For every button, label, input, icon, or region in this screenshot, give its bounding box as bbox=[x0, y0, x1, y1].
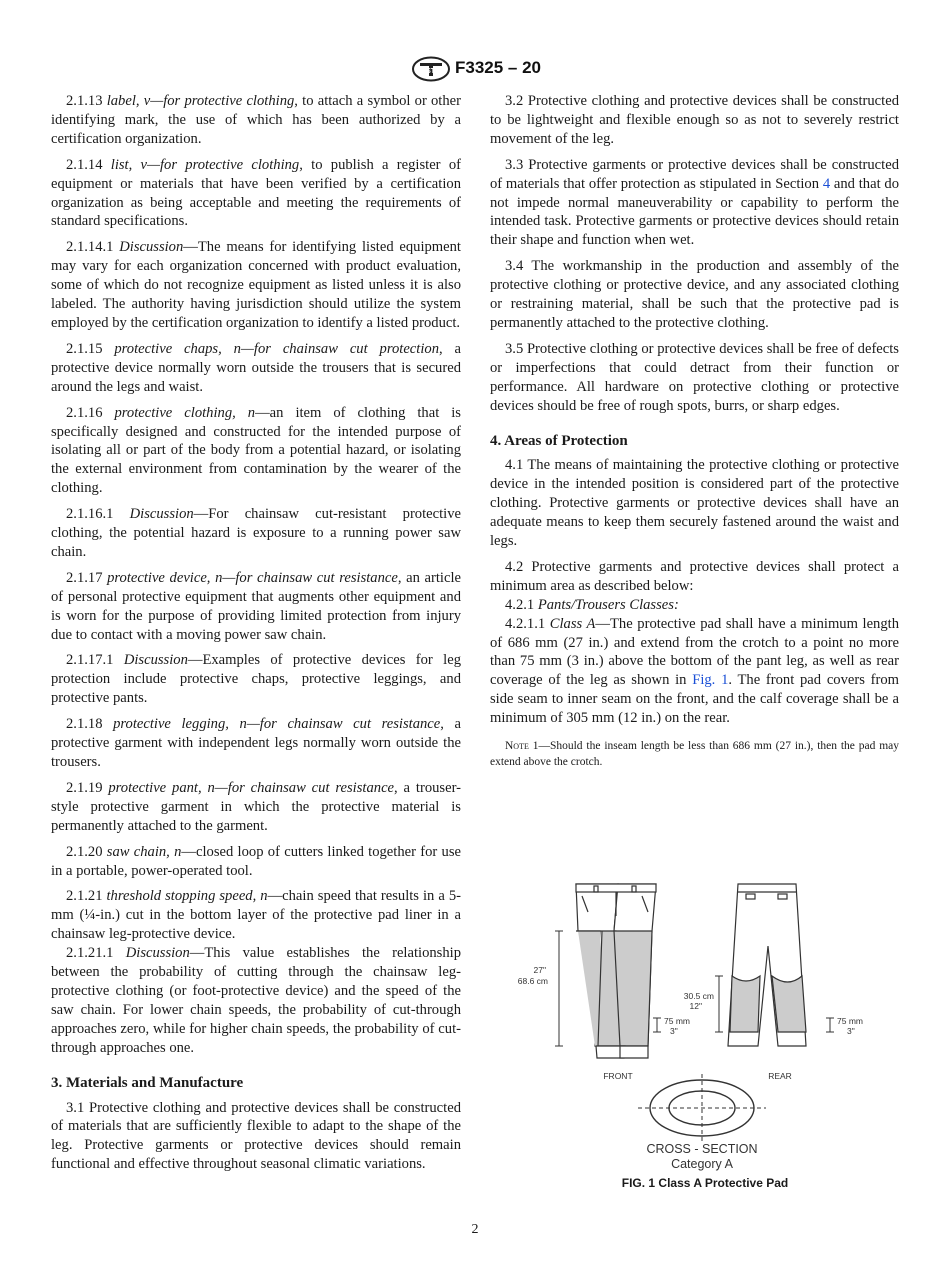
rear-calf-in: 12" bbox=[689, 1001, 702, 1011]
section-3-heading: 3. Materials and Manufacture bbox=[51, 1074, 244, 1091]
rear-pants bbox=[728, 884, 806, 1046]
rear-gap-mm: 75 mm bbox=[837, 1016, 863, 1026]
right-column bbox=[490, 92, 899, 770]
para-4-2-1: 4.2.1 Pants/Trousers Classes: bbox=[505, 596, 679, 613]
para-3-1: 3.1 Protective clothing and protective devices shall be constructed of materials that are sufficiently flexible to adapt to the shape of the leg. Protective garments or protective devices should remain functional and effective throughout seasonal climatic variations. bbox=[51, 1099, 461, 1173]
def-2-1-21: 2.1.21 threshold stopping speed, n—chain speed that results in a 5-mm (¼-in.) cut in the bottom layer of the protective pad liner in a chainsaw leg-protective device. bbox=[51, 888, 461, 943]
page-number: 2 bbox=[471, 1222, 479, 1237]
rear-label: REAR bbox=[768, 1071, 792, 1081]
document-id: F3325 – 20 bbox=[455, 58, 542, 77]
section-4-link[interactable]: 4 bbox=[822, 175, 831, 192]
page-header bbox=[0, 56, 950, 82]
def-2-1-15: 2.1.15 protective chaps, n—for chainsaw cut protection, a protective device normally worn outside the trousers that is secured around the legs and waist. bbox=[51, 340, 462, 395]
astm-logo-icon bbox=[411, 56, 451, 82]
cross-section-diagram bbox=[638, 1074, 766, 1142]
def-2-1-17: 2.1.17 protective device, n—for chainsaw cut resistance, an article of personal protective equipment that augments other equipment and is worn for the purpose of providing limited protection from injury due to contact with a moving power saw chain. bbox=[51, 569, 461, 643]
def-2-1-14: 2.1.14 list, v—for protective clothing, to publish a register of equipment or materials that have been verified by a certification organization as being acceptable and meeting the requirements of standard specifications. bbox=[51, 156, 461, 230]
para-3-4: 3.4 The workmanship in the production and assembly of the protective clothing or protective device, and any associated clothing or restraining material, shall be such that the protective pad is permanently attached to the protective clothing. bbox=[490, 258, 899, 331]
def-2-1-14-1: 2.1.14.1 Discussion—The means for identifying listed equipment may vary for each organization concerned with product evaluation, some of which do not recognize equipment as listed unless it is also labeled. The authority having jurisdiction should utilize the system employed by the certification organization to identify a listed product. bbox=[51, 239, 461, 331]
rear-gap-in: 3" bbox=[847, 1026, 855, 1036]
front-gap-in: 3" bbox=[670, 1026, 678, 1036]
def-2-1-18: 2.1.18 protective legging, n—for chainsaw cut resistance, a protective garment with independent legs normally worn outside the trousers. bbox=[51, 716, 461, 770]
def-2-1-21-1: 2.1.21.1 Discussion—This value establishes the relationship between the probability of cutting through the chainsaw leg-protective clothing (or foot-protective device) and the speed of the saw chain. For lower chain speeds, the probability of cut-through approaches zero, while for higher chain speeds, the probability of cut-through approaches one. bbox=[51, 945, 461, 1056]
cross-section-label: CROSS - SECTION bbox=[646, 1142, 758, 1156]
def-2-1-19: 2.1.19 protective pant, n—for chainsaw cut resistance, a trouser-style protective garment in which the protective material is permanently attached to the garment. bbox=[51, 779, 461, 834]
def-2-1-17-1: 2.1.17.1 Discussion—Examples of protective devices for leg protection include protective chaps, protective leggings, and protective pants. bbox=[51, 652, 461, 707]
para-3-5: 3.5 Protective clothing or protective devices shall be free of defects or imperfections that could detract from their function or performance. All hardware on protective clothing or protective devices should be free of rough spots, burrs, or sharp edges. bbox=[490, 340, 899, 414]
para-4-1: 4.1 The means of maintaining the protective clothing or protective device in the intended position is considered part of the protective clothing. Protective garments or protective devices shall have an adequate means to keep them securely fastened around the waist and legs. bbox=[490, 457, 899, 550]
para-3-2: 3.2 Protective clothing and protective devices shall be constructed to be lightweight and flexible enough so as not to severely restrict movement of the leg. bbox=[490, 93, 899, 147]
front-length-cm: 68.6 cm bbox=[517, 976, 548, 986]
def-2-1-13: 2.1.13 label, v—for protective clothing, to attach a symbol or other identifying mark, the use of which has been authorized by a certification organization. bbox=[51, 93, 461, 147]
note-1: Note 1—Should the inseam length be less than 686 mm (27 in.), then the pad may extend above the crotch. bbox=[490, 740, 900, 769]
para-4-2-1-1: 4.2.1.1 Class A—The protective pad shall have a minimum length of 686 mm (27 in.) and extend from the crotch to a point no more than 75 mm (3 in.) above the bottom of the pant leg, as well as rear coverage of the leg as shown in Fig. 1. The front pad covers from side seam to inner seam on the front, and the calf coverage shall be a minimum of 305 mm (12 in.) on the rear. bbox=[490, 615, 900, 727]
figure-1 bbox=[510, 876, 890, 1196]
pants-diagram bbox=[510, 876, 890, 1176]
para-4-2: 4.2 Protective garments and protective devices shall protect a minimum area as described below: bbox=[490, 558, 899, 594]
fig-1-link[interactable]: Fig. 1 bbox=[692, 672, 729, 689]
def-2-1-16: 2.1.16 protective clothing, n—an item of clothing that is specifically designed and constructed for the intended purpose of isolating all or part of the body from a potential hazard, or isolating the external environment from contamination by the wearer of the clothing. bbox=[51, 404, 461, 497]
front-gap-mm: 75 mm bbox=[664, 1016, 690, 1026]
svg-text:ASTM: ASTM bbox=[421, 68, 441, 75]
def-2-1-20: 2.1.20 saw chain, n—closed loop of cutters linked together for use in a portable, power-operated tool. bbox=[51, 843, 461, 879]
para-3-3: 3.3 Protective garments or protective devices shall be constructed of materials that offer protection as stipulated in Section 4 and that do not impede normal maneuverability or capability to perform the intended task. Protective garments or protective devices should retain their shape and function when wet. bbox=[490, 156, 899, 249]
rear-calf-cm: 30.5 cm bbox=[683, 991, 714, 1001]
front-pants bbox=[576, 884, 656, 1058]
def-2-1-16-1: 2.1.16.1 Discussion—For chainsaw cut-resistant protective clothing, the potential hazard is exposure to a running power saw chain. bbox=[51, 506, 461, 560]
front-length-in: 27" bbox=[533, 965, 546, 975]
left-column bbox=[51, 92, 461, 1181]
section-4-heading: 4. Areas of Protection bbox=[490, 432, 628, 449]
front-label: FRONT bbox=[603, 1071, 633, 1081]
category-label: Category A bbox=[671, 1157, 733, 1171]
figure-caption: FIG. 1 Class A Protective Pad bbox=[621, 1176, 789, 1190]
